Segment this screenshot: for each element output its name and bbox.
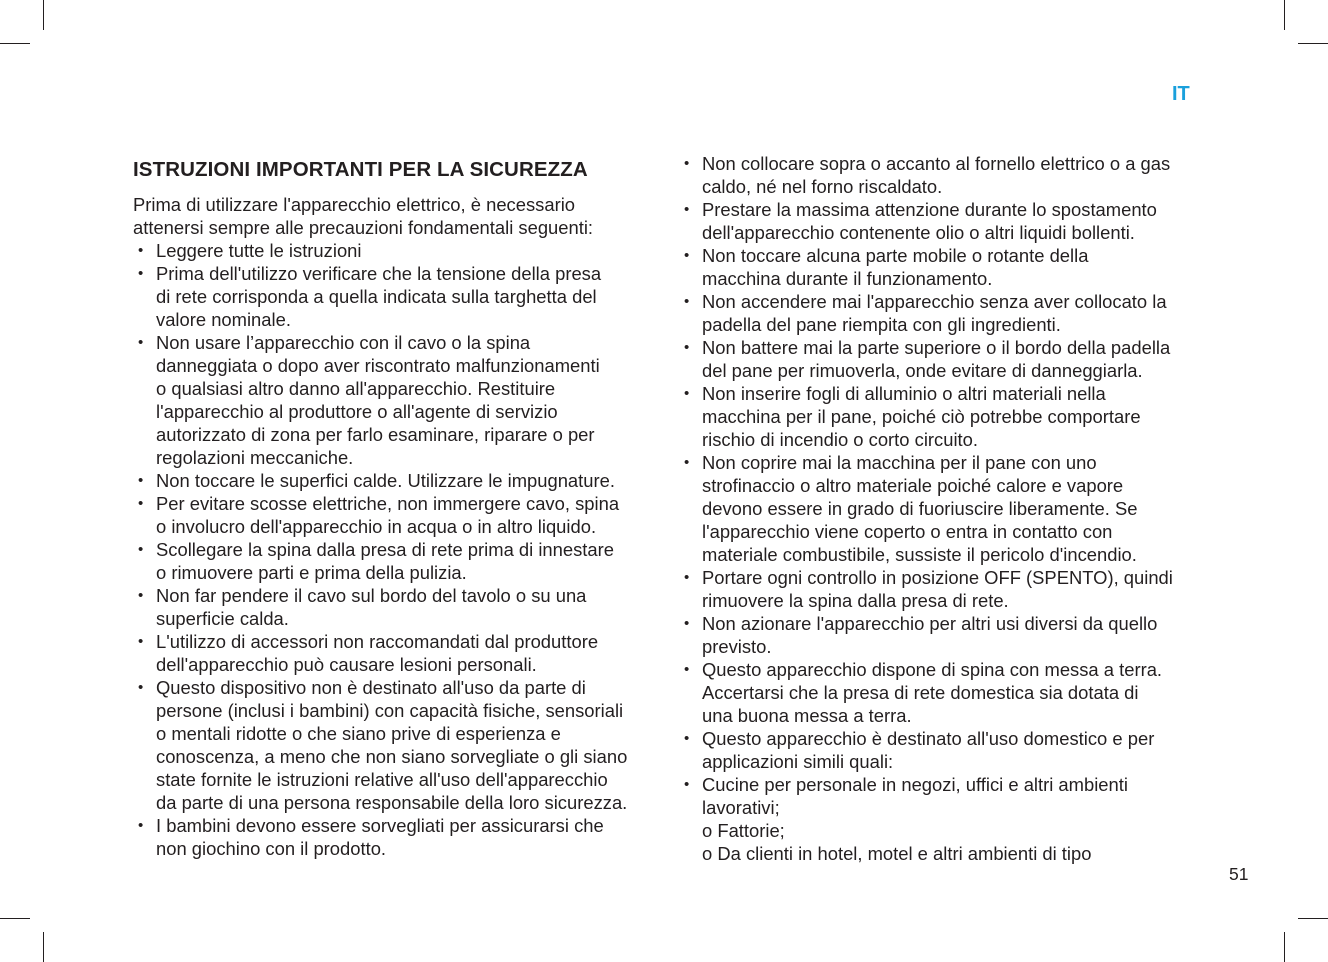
list-item	[133, 584, 655, 630]
list-item-text: l'apparecchio viene coperto o entra in contatto con	[702, 521, 1113, 542]
crop-mark	[1298, 43, 1328, 44]
intro-line: attenersi sempre alle precauzioni fondamentali seguenti:	[133, 217, 594, 238]
bullet-icon: •	[684, 201, 690, 218]
list-item-text: una buona messa a terra.	[702, 705, 912, 726]
list-item	[133, 331, 655, 469]
list-item	[679, 336, 1204, 382]
intro-paragraph	[133, 193, 655, 239]
list-item-text: l'apparecchio al produttore o all'agente di servizio	[156, 401, 558, 422]
list-item-text: state fornite le istruzioni relative all'uso dell'apparecchio	[156, 769, 608, 790]
list-item-text: non giochino con il prodotto.	[156, 838, 387, 859]
list-item	[679, 198, 1204, 244]
sub-list-item: o Da clienti in hotel, motel e altri ambienti di tipo	[702, 843, 1092, 864]
list-item-text: macchina per il pane, poiché ciò potrebbe comportare	[702, 406, 1141, 427]
bullet-icon: •	[138, 242, 144, 259]
list-item-text: strofinaccio o altro materiale poiché calore e vapore	[702, 475, 1124, 496]
list-item	[679, 658, 1204, 727]
list-item	[133, 814, 655, 860]
list-item-text: da parte di una persona responsabile della loro sicurezza.	[156, 792, 628, 813]
list-item-text: applicazioni simili quali:	[702, 751, 894, 772]
list-item-text: rischio di incendio o corto circuito.	[702, 429, 978, 450]
bullet-icon: •	[138, 679, 144, 696]
list-item-text: Non azionare l'apparecchio per altri usi diversi da quello	[702, 613, 1158, 634]
list-item-text: regolazioni meccaniche.	[156, 447, 354, 468]
list-item-text: Non usare l’apparecchio con il cavo o la spina	[156, 332, 531, 353]
left-bullet-list	[133, 239, 655, 860]
list-item	[679, 290, 1204, 336]
bullet-icon: •	[138, 541, 144, 558]
list-item-text: Non collocare sopra o accanto al fornello elettrico o a gas	[702, 153, 1171, 174]
bullet-icon: •	[684, 247, 690, 264]
bullet-icon: •	[684, 615, 690, 632]
list-item-text: danneggiata o dopo aver riscontrato malfunzionamenti	[156, 355, 600, 376]
list-item-text: Portare ogni controllo in posizione OFF (SPENTO), quindi	[702, 567, 1173, 588]
list-item-text: padella del pane riempita con gli ingredienti.	[702, 314, 1061, 335]
list-item-text: o mentali ridotte o che siano prive di esperienza e	[156, 723, 561, 744]
list-item	[133, 262, 655, 331]
intro-line: Prima di utilizzare l'apparecchio elettrico, è necessario	[133, 194, 576, 215]
list-item-text: Questo apparecchio dispone di spina con messa a terra.	[702, 659, 1163, 680]
list-item	[679, 727, 1204, 773]
list-item-text: Non accendere mai l'apparecchio senza aver collocato la	[702, 291, 1167, 312]
list-item-text: Non far pendere il cavo sul bordo del tavolo o su una	[156, 585, 587, 606]
bullet-icon: •	[684, 730, 690, 747]
list-item-text: Leggere tutte le istruzioni	[156, 240, 362, 261]
crop-mark	[1284, 932, 1285, 962]
list-item-text: Non coprire mai la macchina per il pane con uno	[702, 452, 1097, 473]
right-column	[679, 152, 1204, 865]
list-item-text: Accertarsi che la presa di rete domestica sia dotata di	[702, 682, 1139, 703]
list-item-text: devono essere in grado di fuoriuscire liberamente. Se	[702, 498, 1138, 519]
list-item-text: di rete corrisponda a quella indicata sulla targhetta del	[156, 286, 597, 307]
list-item	[133, 630, 655, 676]
list-item-text: valore nominale.	[156, 309, 291, 330]
list-item	[679, 566, 1204, 612]
bullet-icon: •	[138, 817, 144, 834]
bullet-icon: •	[138, 587, 144, 604]
bullet-icon: •	[138, 495, 144, 512]
page-number: 51	[1229, 864, 1249, 884]
sub-list	[679, 819, 1204, 865]
crop-mark	[43, 0, 44, 30]
list-item-text: I bambini devono essere sorvegliati per assicurarsi che	[156, 815, 604, 836]
list-item-text: rimuovere la spina dalla presa di rete.	[702, 590, 1009, 611]
crop-mark	[0, 43, 30, 44]
left-column	[133, 156, 655, 860]
list-item	[133, 538, 655, 584]
list-item	[679, 451, 1204, 566]
list-item-text: previsto.	[702, 636, 772, 657]
bullet-icon: •	[684, 155, 690, 172]
list-item-text: Non inserire fogli di alluminio o altri materiali nella	[702, 383, 1106, 404]
language-tag: IT	[1172, 83, 1190, 105]
list-item-text: autorizzato di zona per farlo esaminare, riparare o per	[156, 424, 595, 445]
list-item-text: L'utilizzo di accessori non raccomandati dal produttore	[156, 631, 599, 652]
crop-mark	[43, 932, 44, 962]
list-item-text: Prestare la massima attenzione durante lo spostamento	[702, 199, 1157, 220]
crop-mark	[0, 918, 30, 919]
bullet-icon: •	[138, 472, 144, 489]
bullet-icon: •	[684, 661, 690, 678]
right-bullet-list	[679, 152, 1204, 819]
list-item-text: Non toccare le superfici calde. Utilizzare le impugnature.	[156, 470, 615, 491]
list-item-text: o qualsiasi altro danno all'apparecchio. Restituire	[156, 378, 556, 399]
list-item-text: Prima dell'utilizzo verificare che la tensione della presa	[156, 263, 602, 284]
list-item-text: Scollegare la spina dalla presa di rete prima di innestare	[156, 539, 614, 560]
crop-mark	[1298, 918, 1328, 919]
sub-list-item: o Fattorie;	[702, 820, 785, 841]
list-item	[679, 382, 1204, 451]
list-item-text: Questo apparecchio è destinato all'uso domestico e per	[702, 728, 1155, 749]
bullet-icon: •	[684, 776, 690, 793]
list-item-text: Non toccare alcuna parte mobile o rotante della	[702, 245, 1089, 266]
bullet-icon: •	[138, 633, 144, 650]
list-item-text: materiale combustibile, sussiste il pericolo d'incendio.	[702, 544, 1137, 565]
list-item-text: Per evitare scosse elettriche, non immergere cavo, spina	[156, 493, 620, 514]
list-item-text: Cucine per personale in negozi, uffici e altri ambienti	[702, 774, 1128, 795]
list-item	[679, 152, 1204, 198]
list-item-text: dell'apparecchio contenente olio o altri liquidi bollenti.	[702, 222, 1135, 243]
bullet-icon: •	[138, 334, 144, 351]
bullet-icon: •	[138, 265, 144, 282]
list-item	[133, 676, 655, 814]
list-item-text: persone (inclusi i bambini) con capacità fisiche, sensoriali	[156, 700, 624, 721]
section-title: ISTRUZIONI IMPORTANTI PER LA SICUREZZA	[133, 158, 588, 181]
list-item	[133, 239, 655, 262]
crop-mark	[1284, 0, 1285, 30]
list-item	[133, 469, 655, 492]
bullet-icon: •	[684, 385, 690, 402]
list-item-text: macchina durante il funzionamento.	[702, 268, 993, 289]
list-item-text: del pane per rimuoverla, onde evitare di danneggiarla.	[702, 360, 1143, 381]
bullet-icon: •	[684, 293, 690, 310]
list-item	[679, 773, 1204, 819]
list-item	[679, 612, 1204, 658]
list-item-text: Questo dispositivo non è destinato all'uso da parte di	[156, 677, 586, 698]
list-item	[679, 244, 1204, 290]
bullet-icon: •	[684, 339, 690, 356]
list-item-text: conoscenza, a meno che non siano sorvegliate o gli siano	[156, 746, 628, 767]
list-item	[133, 492, 655, 538]
list-item-text: dell'apparecchio può causare lesioni personali.	[156, 654, 537, 675]
list-item-text: o involucro dell'apparecchio in acqua o in altro liquido.	[156, 516, 597, 537]
list-item-text: o rimuovere parti e prima della pulizia.	[156, 562, 467, 583]
list-item-text: lavorativi;	[702, 797, 780, 818]
list-item-text: caldo, né nel forno riscaldato.	[702, 176, 943, 197]
list-item-text: superficie calda.	[156, 608, 289, 629]
bullet-icon: •	[684, 454, 690, 471]
bullet-icon: •	[684, 569, 690, 586]
list-item-text: Non battere mai la parte superiore o il bordo della padella	[702, 337, 1171, 358]
